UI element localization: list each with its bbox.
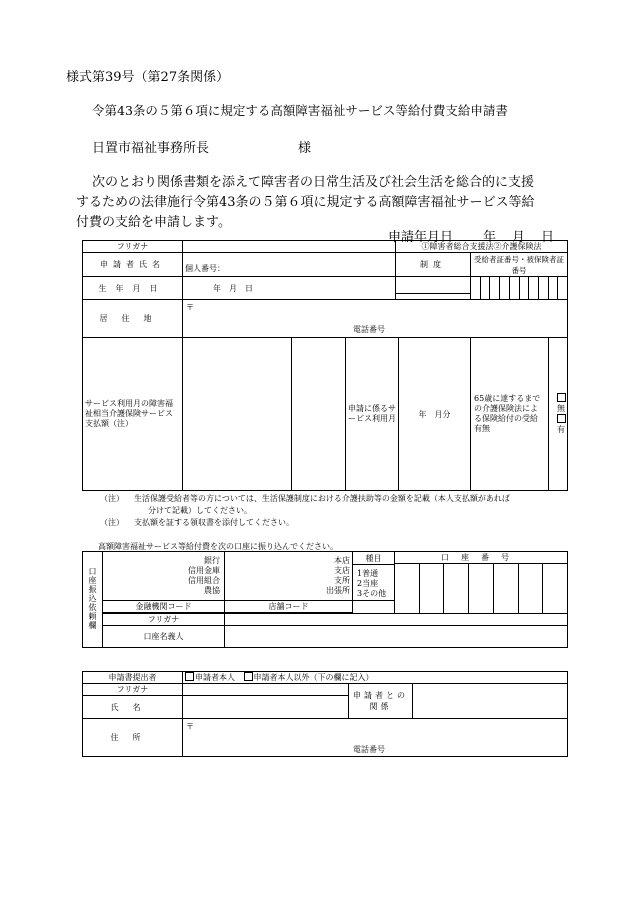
cert-number-boxes[interactable] bbox=[471, 277, 568, 300]
service-amount-field[interactable] bbox=[183, 338, 346, 491]
branch-type-sub: 出張所 bbox=[326, 585, 350, 595]
intro-line-3: 付費の支給を申請します。 bbox=[76, 215, 231, 230]
checkbox-self[interactable] bbox=[185, 672, 194, 681]
opt-self-label: 申請者本人 bbox=[195, 673, 235, 682]
note-1-mark: （注） bbox=[100, 494, 124, 503]
intro-line-1: 次のとおり関係書類を添えて障害者の日常生活及び社会生活を総合的に支援 bbox=[92, 175, 535, 190]
form-title: 令第43条の５第６項に規定する高額障害福祉サービス等給付費支給申請書 bbox=[92, 103, 508, 118]
form-number: 様式第39号（第27条関係） bbox=[66, 70, 230, 85]
account-type-spacer bbox=[353, 600, 395, 613]
applicant-furigana-label: フリガナ bbox=[83, 241, 183, 253]
year-month-value: 年 月分 bbox=[418, 409, 451, 419]
applicant-table bbox=[82, 240, 568, 491]
bank-side-label: 口座振込依頼欄 bbox=[88, 567, 97, 630]
birth-value: 年 月 日 bbox=[213, 283, 253, 293]
address-field[interactable] bbox=[183, 300, 568, 338]
opt-other-label: 申請者本人以外（下の欄に記入） bbox=[253, 673, 374, 682]
checkbox-none[interactable] bbox=[557, 393, 566, 402]
holder-furigana-field[interactable] bbox=[225, 614, 568, 626]
checkbox-other[interactable] bbox=[244, 672, 253, 681]
submitter-name-field[interactable] bbox=[183, 696, 349, 719]
submitter-address-label: 住所 bbox=[83, 719, 183, 757]
bank-type-nokyo: 農協 bbox=[204, 585, 220, 595]
phone-label: 電話番号 bbox=[353, 325, 385, 334]
bank-side-label-cell bbox=[83, 552, 103, 648]
system-label: 制度 bbox=[396, 253, 471, 277]
opt-yes-label: 有 bbox=[557, 425, 566, 434]
note-1-cont: 分けて記載）してください。 bbox=[148, 506, 252, 515]
branch-code-label: 店舗コード bbox=[225, 601, 352, 613]
bank-type-kumiai: 信用組合 bbox=[188, 575, 220, 585]
honorific: 様 bbox=[298, 141, 312, 156]
relation-label: 申請者との関係 bbox=[349, 684, 413, 719]
note-2-mark: （注） bbox=[100, 518, 124, 527]
date-year: 年 bbox=[483, 230, 497, 245]
account-number-label: 口座番号 bbox=[395, 552, 567, 564]
opt-none[interactable] bbox=[557, 393, 567, 414]
opt-self[interactable] bbox=[185, 673, 235, 682]
bank-type-shinkin: 信用金庫 bbox=[188, 565, 220, 575]
bank-type-bank: 銀行 bbox=[204, 555, 220, 565]
submitter-postal-mark: 〒 bbox=[186, 722, 194, 731]
age65-cell bbox=[471, 338, 568, 491]
applicant-furigana-field[interactable] bbox=[183, 241, 396, 253]
submitter-phone-label: 電話番号 bbox=[353, 745, 385, 754]
service-amount-label: サービス利用月の障害福祉相当介護保険サービス支払額（注） bbox=[83, 338, 183, 491]
branch-type-branch: 支店 bbox=[334, 565, 350, 575]
birth-field[interactable] bbox=[183, 277, 396, 300]
bank-intro: 高額障害福祉サービス等給付費を次の口座に振り込んでください。 bbox=[98, 542, 338, 551]
submitter-furigana-label: フリガナ bbox=[83, 684, 183, 696]
bank-table bbox=[82, 551, 568, 648]
checkbox-yes[interactable] bbox=[557, 414, 566, 423]
service-month-label: 申請に係るサービス利用月 bbox=[346, 338, 399, 490]
bank-code-cell bbox=[103, 600, 225, 613]
date-label: 申請年月日 bbox=[388, 230, 454, 245]
note-1-text: 生活保護受給者等の方については、生活保護制度における介護扶助等の金額を記載（本人支払額があれば bbox=[134, 494, 510, 503]
branch-types[interactable] bbox=[225, 552, 353, 601]
holder-label: 口座名義人 bbox=[103, 626, 225, 648]
type-label: 種目 bbox=[353, 553, 394, 565]
relation-field[interactable] bbox=[413, 684, 568, 719]
personal-number-label: 個人番号： bbox=[185, 264, 225, 273]
submitter-name-label: 氏名 bbox=[83, 696, 183, 719]
date-day: 日 bbox=[541, 230, 555, 245]
holder-field[interactable] bbox=[225, 626, 568, 648]
submitter-label: 申請書提出者 bbox=[83, 672, 183, 684]
holder-furigana-label: フリガナ bbox=[103, 614, 225, 626]
submitter-furigana-field[interactable] bbox=[183, 684, 349, 696]
applicant-name-field[interactable] bbox=[183, 253, 396, 277]
service-month-cell bbox=[346, 338, 471, 491]
submitter-options[interactable] bbox=[183, 672, 568, 684]
branch-code-cell bbox=[225, 600, 353, 613]
opt-yes[interactable] bbox=[557, 414, 567, 435]
bank-types[interactable] bbox=[103, 552, 225, 601]
address-label: 居住地 bbox=[83, 300, 183, 338]
account-type-other: 3その他 bbox=[357, 588, 387, 598]
submitter-table bbox=[82, 671, 568, 757]
birth-label: 生年月日 bbox=[83, 277, 183, 300]
account-number-cell[interactable] bbox=[395, 552, 568, 614]
system-field[interactable] bbox=[396, 277, 471, 300]
account-type-futsu: 1普通 bbox=[357, 568, 379, 578]
postal-mark: 〒 bbox=[186, 303, 194, 312]
note-2-text: 支払額を証する領収書を添付してください。 bbox=[134, 518, 294, 527]
account-type-cell[interactable] bbox=[353, 552, 395, 601]
branch-type-main: 本店 bbox=[334, 555, 350, 565]
account-number-boxes[interactable] bbox=[395, 564, 567, 613]
date-month: 月 bbox=[512, 230, 526, 245]
cert-number-label: 受給者証番号・被保険者証番号 bbox=[471, 253, 568, 277]
year-month-field[interactable] bbox=[399, 338, 470, 490]
bank-code-label: 金融機関コード bbox=[103, 601, 224, 613]
branch-type-office: 支所 bbox=[334, 575, 350, 585]
submitter-address-field[interactable] bbox=[183, 719, 568, 757]
note-1 bbox=[100, 493, 510, 504]
opt-other[interactable] bbox=[244, 673, 374, 682]
applicant-name-label: 申請者氏名 bbox=[83, 253, 183, 277]
opt-none-label: 無 bbox=[557, 404, 566, 413]
note-2 bbox=[100, 517, 294, 528]
age65-label: 65歳に達するまでの介護保険法による保険給付の受給有無 bbox=[471, 338, 549, 490]
addressee: 日置市福祉事務所長 bbox=[92, 141, 210, 156]
system-header: ①障害者総合支援法②介護保険法 bbox=[396, 241, 568, 253]
intro-line-2: するための法律施行令第43条の５第６項に規定する高額障害福祉サービス等給 bbox=[76, 195, 535, 210]
account-type-toza: 2当座 bbox=[357, 578, 379, 588]
